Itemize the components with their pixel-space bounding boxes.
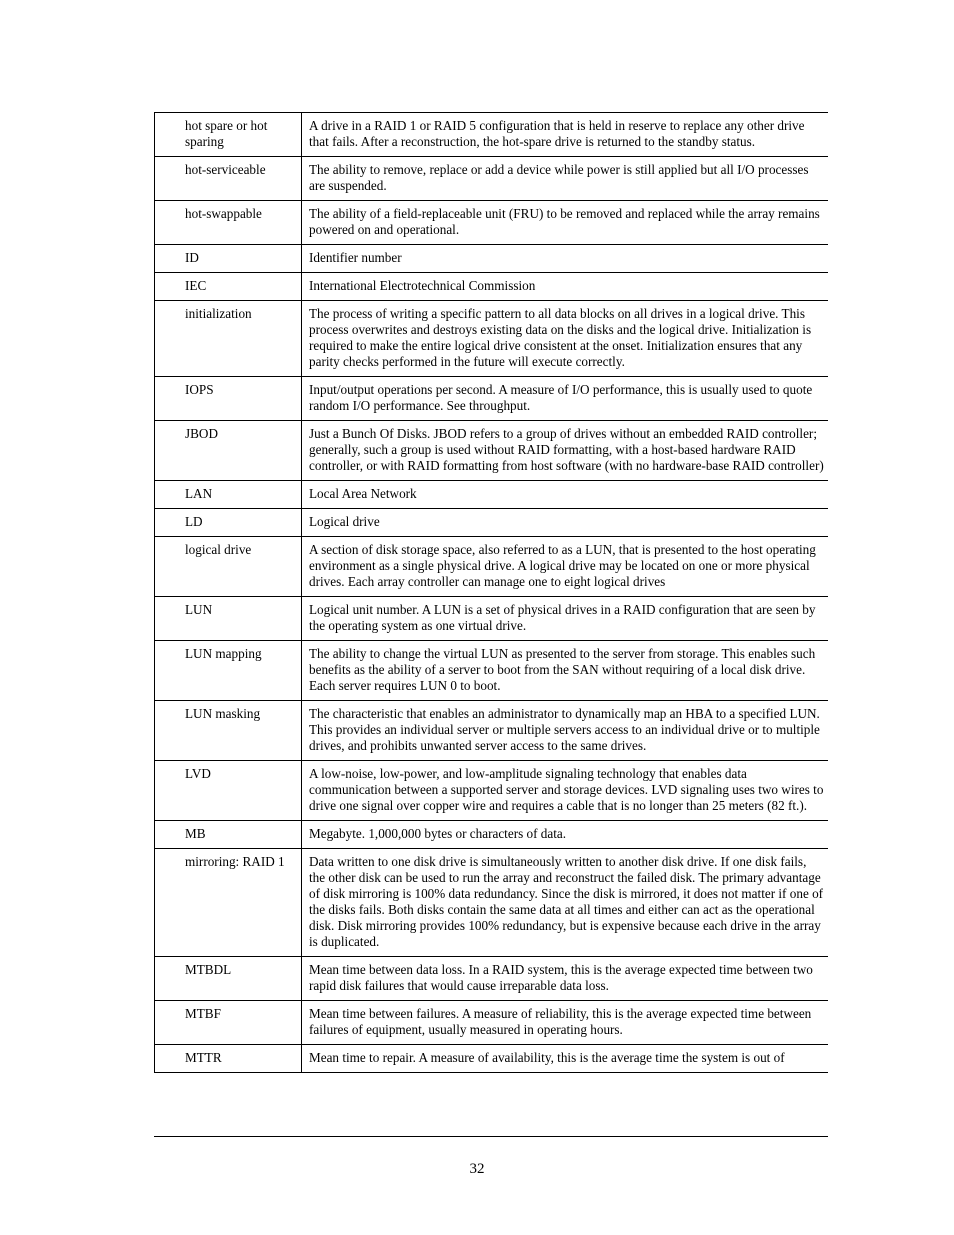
table-row	[155, 821, 829, 849]
glossary-term: initialization	[155, 301, 302, 377]
glossary-definition: The ability to remove, replace or add a device while power is still applied but all I/O processes are suspended.	[302, 157, 829, 201]
table-row	[155, 481, 829, 509]
table-row	[155, 597, 829, 641]
glossary-table-container	[154, 112, 828, 1137]
glossary-definition: Local Area Network	[302, 481, 829, 509]
glossary-term: IEC	[155, 273, 302, 301]
glossary-term: LUN	[155, 597, 302, 641]
table-row	[155, 537, 829, 597]
glossary-term: LAN	[155, 481, 302, 509]
glossary-term: hot spare or hot sparing	[155, 113, 302, 157]
glossary-term: IOPS	[155, 377, 302, 421]
glossary-term: LVD	[155, 761, 302, 821]
table-row	[155, 113, 829, 157]
glossary-definition: Logical unit number. A LUN is a set of physical drives in a RAID configuration that are seen by the operating system as one virtual drive.	[302, 597, 829, 641]
glossary-definition: Data written to one disk drive is simultaneously written to another disk drive. If one disk fails, the other disk can be used to run the array and reconstruct the failed disk. The primary advantage of disk mirroring is 100% data redundancy. Since the disk is mirrored, it does not matter if one of the disks fails. Both disks contain the same data at all times and either can act as the operational disk. Disk mirroring provides 100% redundancy, but is expensive because each drive in the array is duplicated.	[302, 849, 829, 957]
glossary-definition: The ability of a field-replaceable unit (FRU) to be removed and replaced while the array remains powered on and operational.	[302, 201, 829, 245]
glossary-definition: Logical drive	[302, 509, 829, 537]
glossary-definition: Mean time between data loss. In a RAID system, this is the average expected time between two rapid disk failures that would cause irreparable data loss.	[302, 957, 829, 1001]
table-row	[155, 245, 829, 273]
glossary-term: JBOD	[155, 421, 302, 481]
table-row	[155, 761, 829, 821]
glossary-definition: A section of disk storage space, also referred to as a LUN, that is presented to the host operating environment as a single physical drive. A logical drive may be located on one or more physical drives. Each array controller can manage one to eight logical drives	[302, 537, 829, 597]
glossary-definition: Identifier number	[302, 245, 829, 273]
glossary-term: MTBDL	[155, 957, 302, 1001]
glossary-definition: Input/output operations per second. A measure of I/O performance, this is usually used to quote random I/O performance. See throughput.	[302, 377, 829, 421]
table-row	[155, 1045, 829, 1073]
glossary-term: mirroring: RAID 1	[155, 849, 302, 957]
glossary-definition: Mean time between failures. A measure of reliability, this is the average expected time between failures of equipment, usually measured in operating hours.	[302, 1001, 829, 1045]
table-row	[155, 509, 829, 537]
table-row	[155, 301, 829, 377]
table-row	[155, 849, 829, 957]
table-row	[155, 273, 829, 301]
glossary-term: LD	[155, 509, 302, 537]
table-row	[155, 157, 829, 201]
glossary-term: hot-serviceable	[155, 157, 302, 201]
glossary-definition: Just a Bunch Of Disks. JBOD refers to a group of drives without an embedded RAID controller; generally, such a group is used without RAID formatting, with a host-based hardware RAID controller, or with RAID formatting from host software (with no hardware-base RAID controller)	[302, 421, 829, 481]
page-number: 32	[469, 1161, 485, 1177]
table-row	[155, 1001, 829, 1045]
glossary-term: MB	[155, 821, 302, 849]
glossary-definition: The characteristic that enables an administrator to dynamically map an HBA to a specified LUN. This provides an individual server or multiple servers access to an individual drive or to multiple drives, and prohibits unwanted server access to the same drives.	[302, 701, 829, 761]
glossary-definition: The process of writing a specific pattern to all data blocks on all drives in a logical drive. This process overwrites and destroys existing data on the disks and the logical drive. Initialization is required to make the entire logical drive consistent at the onset. Initialization ensures that any parity checks performed in the future will execute correctly.	[302, 301, 829, 377]
glossary-definition: A low-noise, low-power, and low-amplitude signaling technology that enables data communication between a supported server and storage devices. LVD signaling uses two wires to drive one signal over copper wire and requires a cable that is no longer than 25 meters (82 ft.).	[302, 761, 829, 821]
table-row	[155, 701, 829, 761]
table-row	[155, 421, 829, 481]
glossary-definition: International Electrotechnical Commission	[302, 273, 829, 301]
glossary-definition: Mean time to repair. A measure of availability, this is the average time the system is out of	[302, 1045, 829, 1073]
table-row	[155, 957, 829, 1001]
glossary-term: ID	[155, 245, 302, 273]
table-row	[155, 377, 829, 421]
glossary-term: hot-swappable	[155, 201, 302, 245]
glossary-term: LUN mapping	[155, 641, 302, 701]
glossary-table	[154, 112, 828, 1073]
glossary-term: MTBF	[155, 1001, 302, 1045]
glossary-definition: The ability to change the virtual LUN as presented to the server from storage. This enables such benefits as the ability of a server to boot from the SAN without requiring of a local disk drive. Each server requires LUN 0 to boot.	[302, 641, 829, 701]
glossary-term: MTTR	[155, 1045, 302, 1073]
glossary-term: logical drive	[155, 537, 302, 597]
glossary-definition: Megabyte. 1,000,000 bytes or characters of data.	[302, 821, 829, 849]
table-row	[155, 641, 829, 701]
glossary-term: LUN masking	[155, 701, 302, 761]
table-row	[155, 201, 829, 245]
glossary-definition: A drive in a RAID 1 or RAID 5 configuration that is held in reserve to replace any other drive that fails. After a reconstruction, the hot-spare drive is returned to the standby status.	[302, 113, 829, 157]
